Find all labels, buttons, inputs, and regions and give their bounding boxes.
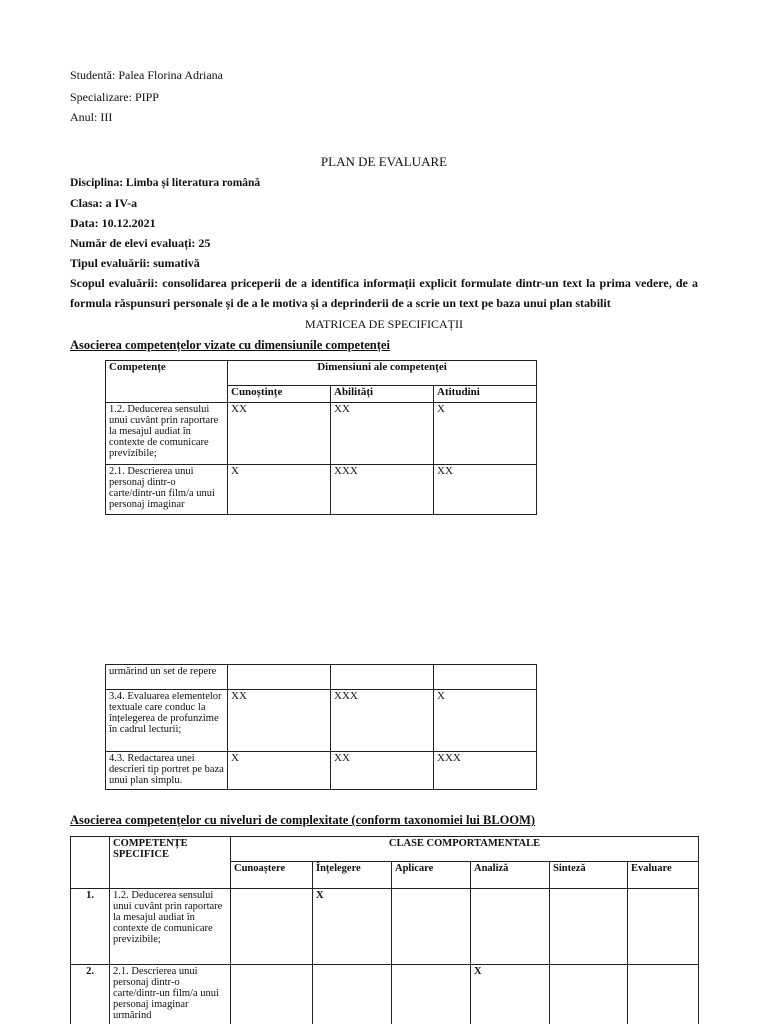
competence-cell: 3.4. Evaluarea elementelor textuale care conduc la înțelegerea de profunzime în cadrul lecturii; xyxy=(106,690,228,752)
class-level: Clasa: a IV-a xyxy=(70,196,138,210)
competence-cell: 2.1. Descrierea unui personaj dintr-o carte/dintr-un film/a unui personaj imaginar urmărind xyxy=(110,965,231,1024)
year: Anul: III xyxy=(70,110,113,124)
col-dimensions-header: Dimensiuni ale competenței xyxy=(228,361,537,386)
skills-cell: XX xyxy=(331,752,434,790)
competence-dimensions-table xyxy=(105,360,537,515)
matrix-title: MATRICEA DE SPECIFICAȚII xyxy=(304,317,463,331)
mark-cell: X xyxy=(471,965,550,1024)
bloom-taxonomy-table xyxy=(70,836,699,1024)
mark-cell xyxy=(550,889,628,965)
evaluation-scope: Scopul evaluării: consolidarea priceperii de a identifica informații explicit formulate dintr-un text la prima vedere, de a formula răspunsuri personale și de a le motiva și a deprinderii de a scrie un text pe baza unui plan stabilit xyxy=(70,276,698,310)
sub-header-application: Aplicare xyxy=(392,862,471,889)
row-index: 2. xyxy=(71,965,110,1024)
competence-dimensions-table-continued xyxy=(105,664,537,790)
page-title: PLAN DE EVALUARE xyxy=(320,154,448,169)
sub-header-knowledge: Cunoștințe xyxy=(228,386,331,403)
mark-cell xyxy=(313,965,392,1024)
knowledge-cell: X xyxy=(228,465,331,515)
sub-header-knowledge: Cunoaștere xyxy=(231,862,313,889)
knowledge-cell: XX xyxy=(228,690,331,752)
col-behavior-classes-header: CLASE COMPORTAMENTALE xyxy=(231,837,699,862)
col-competence-header: Competențe xyxy=(106,361,228,403)
student-count: Număr de elevi evaluați: 25 xyxy=(70,236,211,250)
mark-cell xyxy=(471,889,550,965)
table-row xyxy=(106,403,537,465)
skills-cell: XX xyxy=(331,403,434,465)
table-row xyxy=(106,752,537,790)
sub-header-analysis: Analiză xyxy=(471,862,550,889)
mark-cell xyxy=(628,965,699,1024)
skills-cell: XXX xyxy=(331,465,434,515)
mark-cell xyxy=(231,965,313,1024)
competence-cell: 4.3. Redactarea unei descrieri tip portret pe baza unui plan simplu. xyxy=(106,752,228,790)
mark-cell xyxy=(231,889,313,965)
skills-cell xyxy=(331,665,434,690)
skills-cell: XXX xyxy=(331,690,434,752)
mark-cell xyxy=(550,965,628,1024)
mark-cell: X xyxy=(313,889,392,965)
discipline: Disciplina: Limba și literatura română xyxy=(70,177,261,189)
knowledge-cell xyxy=(228,665,331,690)
table-row xyxy=(106,690,537,752)
table-row xyxy=(106,665,537,690)
section2-heading: Asocierea competențelor cu niveluri de complexitate (conform taxonomiei lui BLOOM) xyxy=(70,813,536,827)
mark-cell xyxy=(392,965,471,1024)
sub-header-understanding: Înțelegere xyxy=(313,862,392,889)
evaluation-type: Tipul evaluării: sumativă xyxy=(70,256,200,270)
col-specific-competence-header: COMPETENȚE SPECIFICE xyxy=(110,837,231,889)
attitudes-cell: XX xyxy=(434,465,537,515)
student-name: Studentă: Palea Florina Adriana xyxy=(70,68,223,82)
competence-cell: urmărind un set de repere xyxy=(106,665,228,690)
sub-header-skills: Abilități xyxy=(331,386,434,403)
sub-header-attitudes: Atitudini xyxy=(434,386,537,403)
sub-header-synthesis: Sinteză xyxy=(550,862,628,889)
row-index: 1. xyxy=(71,889,110,965)
table-row xyxy=(71,889,699,965)
attitudes-cell: XXX xyxy=(434,752,537,790)
section1-heading: Asocierea competențelor vizate cu dimensiunile competenței xyxy=(70,338,390,352)
competence-cell: 1.2. Deducerea sensului unui cuvânt prin raportare la mesajul audiat în contexte de comunicare previzibile; xyxy=(110,889,231,965)
knowledge-cell: X xyxy=(228,752,331,790)
mark-cell xyxy=(392,889,471,965)
sub-header-evaluation: Evaluare xyxy=(628,862,699,889)
knowledge-cell: XX xyxy=(228,403,331,465)
evaluation-date: Data: 10.12.2021 xyxy=(70,216,156,230)
attitudes-cell: X xyxy=(434,403,537,465)
table-row xyxy=(106,465,537,515)
mark-cell xyxy=(628,889,699,965)
col-index-header xyxy=(71,837,110,889)
table-row xyxy=(71,965,699,1024)
specialization: Specializare: PIPP xyxy=(70,90,159,104)
attitudes-cell xyxy=(434,665,537,690)
competence-cell: 1.2. Deducerea sensului unui cuvânt prin raportare la mesajul audiat în contexte de comunicare previzibile; xyxy=(106,403,228,465)
competence-cell: 2.1. Descrierea unui personaj dintr-o carte/dintr-un film/a unui personaj imaginar xyxy=(106,465,228,515)
attitudes-cell: X xyxy=(434,690,537,752)
